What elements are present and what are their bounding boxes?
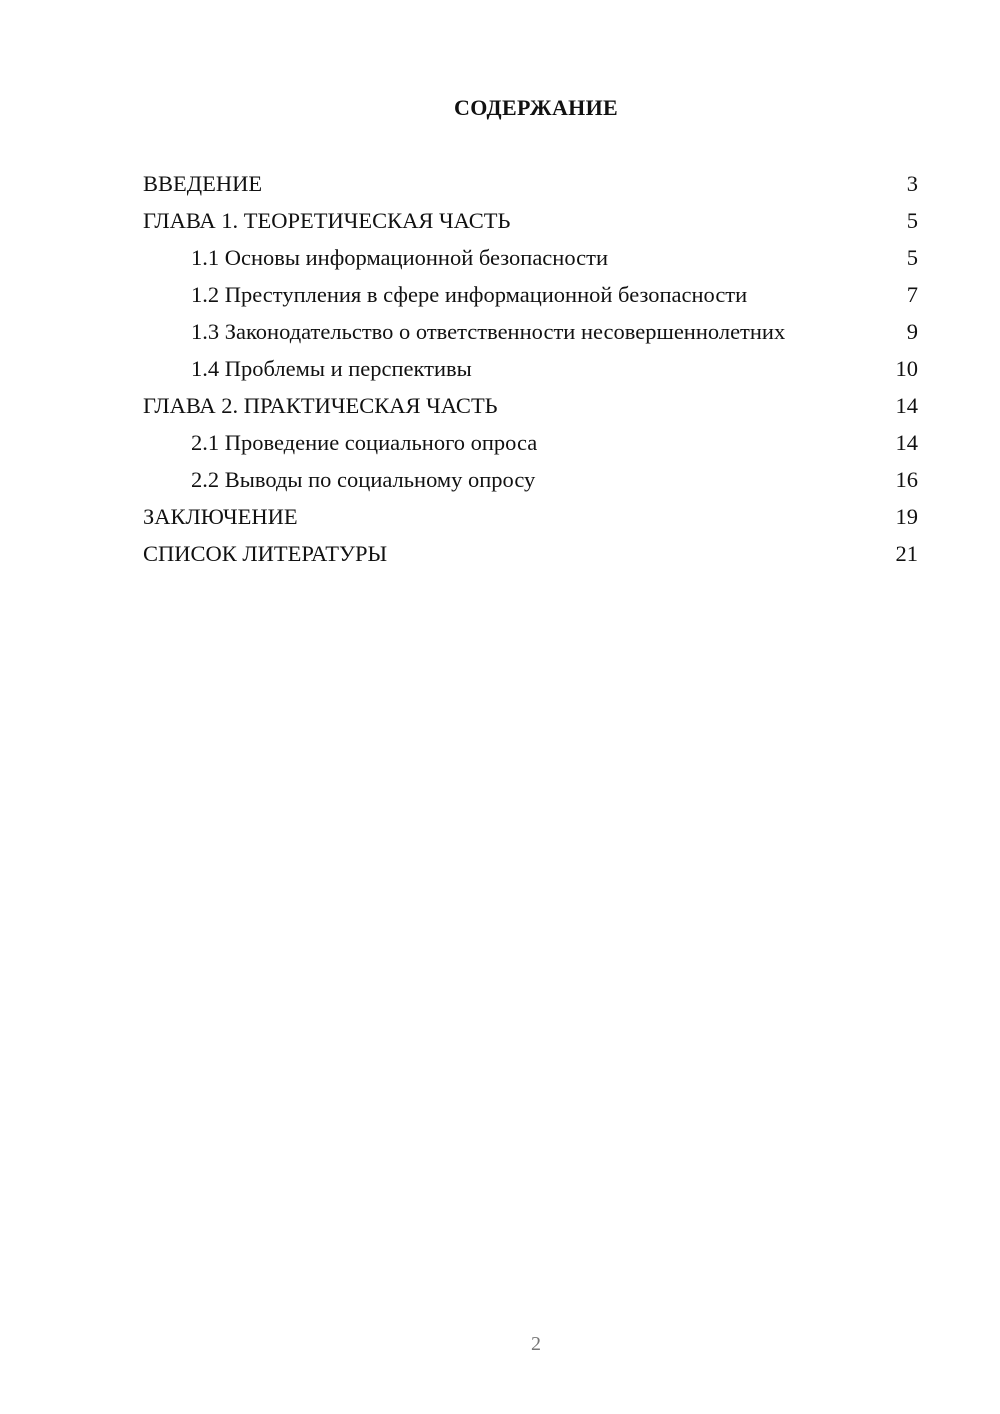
toc-item-page: 21 [895,541,918,566]
toc-item-title: СПИСОК ЛИТЕРАТУРЫ [143,541,388,566]
toc-item-section-1-3[interactable] [143,318,918,345]
page-title: СОДЕРЖАНИЕ [454,95,618,120]
toc-item-introduction[interactable] [143,170,918,197]
table-of-contents [143,170,918,577]
toc-item-title: 1.2 Преступления в сфере информационной безопасности [191,282,748,307]
toc-item-section-1-1[interactable] [143,244,918,271]
toc-item-page: 5 [906,208,918,233]
toc-item-page: 5 [906,245,918,270]
toc-item-chapter-2[interactable] [143,392,918,419]
toc-item-title: 2.2 Выводы по социальному опросу [191,467,536,492]
toc-item-page: 14 [895,393,918,418]
toc-item-title: 2.1 Проведение социального опроса [191,430,538,455]
toc-item-page: 3 [906,171,918,196]
footer-page-number: 2 [531,1333,541,1355]
toc-item-page: 19 [895,504,918,529]
toc-item-title: ГЛАВА 2. ПРАКТИЧЕСКАЯ ЧАСТЬ [143,393,498,418]
toc-item-page: 16 [895,467,918,492]
toc-item-section-1-2[interactable] [143,281,918,308]
toc-item-conclusion[interactable] [143,503,918,530]
toc-item-page: 10 [895,356,918,381]
toc-item-section-2-1[interactable] [143,429,918,456]
toc-item-page: 14 [895,430,918,455]
toc-item-page: 9 [906,319,918,344]
toc-item-title: ЗАКЛЮЧЕНИЕ [143,504,298,529]
toc-item-title: 1.4 Проблемы и перспективы [191,356,472,381]
toc-item-title: 1.3 Законодательство о ответственности несовершеннолетних [191,319,786,344]
toc-item-chapter-1[interactable] [143,207,918,234]
toc-item-page: 7 [906,282,918,307]
toc-item-section-1-4[interactable] [143,355,918,382]
toc-item-section-2-2[interactable] [143,466,918,493]
toc-item-title: ВВЕДЕНИЕ [143,171,263,196]
toc-item-title: ГЛАВА 1. ТЕОРЕТИЧЕСКАЯ ЧАСТЬ [143,208,511,233]
toc-item-references[interactable] [143,540,918,567]
toc-item-title: 1.1 Основы информационной безопасности [191,245,609,270]
